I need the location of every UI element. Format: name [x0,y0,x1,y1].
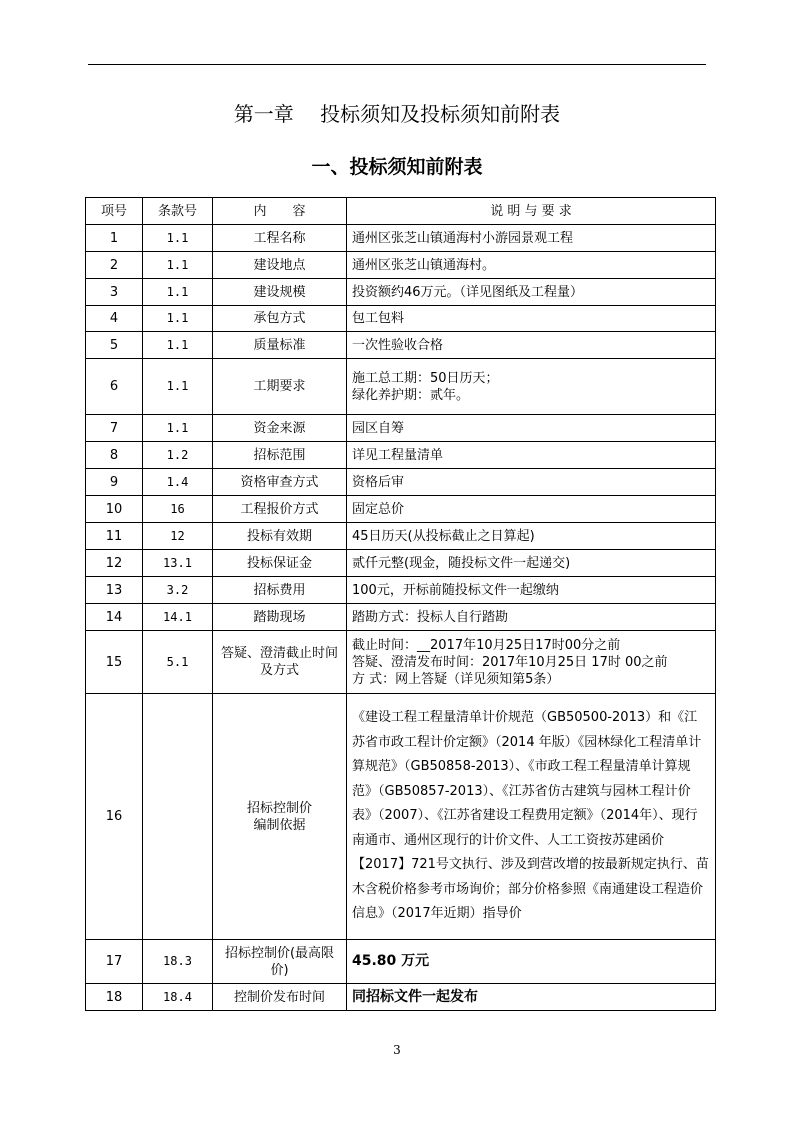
row-no: 14 [86,604,143,631]
row-desc [347,631,716,694]
row-clause: 1.1 [143,252,213,279]
row-no: 10 [86,496,143,523]
row-no: 17 [86,940,143,984]
row-item: 建设规模 [213,279,347,306]
row-desc: 投资额约46万元。（详见图纸及工程量） [347,279,716,306]
row-clause: 16 [143,496,213,523]
item-line: 招标控制价 [246,800,312,816]
row-clause: 1.4 [143,469,213,496]
row-no: 1 [86,225,143,252]
row-clause: 18.3 [143,940,213,984]
table-row [86,550,716,577]
row-no: 16 [86,694,143,940]
row-item: 踏勘现场 [213,604,347,631]
row-clause: 1.1 [143,359,213,415]
row-clause: 3.2 [143,577,213,604]
table-row [86,225,716,252]
row-item: 招标费用 [213,577,347,604]
row-no: 3 [86,279,143,306]
table-row [86,332,716,359]
row-desc: 45日历天(从投标截止之日算起) [347,523,716,550]
row-desc: 固定总价 [347,496,716,523]
row-item: 质量标准 [213,332,347,359]
row-clause: 5.1 [143,631,213,694]
table-row [86,415,716,442]
row-no: 8 [86,442,143,469]
col-header-item: 内 容 [213,198,347,225]
row-no: 18 [86,984,143,1011]
row-desc [347,359,716,415]
row-desc: 园区自筹 [347,415,716,442]
section-title: 一、投标须知前附表 [311,156,483,178]
row-item: 投标有效期 [213,523,347,550]
row-desc: 通州区张芝山镇通海村小游园景观工程 [347,225,716,252]
table-row [86,359,716,415]
row-desc: 100元，开标前随投标文件一起缴纳 [347,577,716,604]
row-clause: 1.1 [143,306,213,332]
table-row [86,631,716,694]
row-clause: 13.1 [143,550,213,577]
row-item: 工程报价方式 [213,496,347,523]
desc-line: 绿化养护期：贰年。 [352,387,470,403]
table-row [86,442,716,469]
desc-line: 答疑、澄清发布时间：2017年10月25日 17时 00之前 [352,654,668,670]
row-item: 承包方式 [213,306,347,332]
col-header-desc: 说 明 与 要 求 [347,198,716,225]
row-clause: 1.1 [143,332,213,359]
table-header-row [86,198,716,225]
row-clause: 12 [143,523,213,550]
row-item: 招标范围 [213,442,347,469]
row-item: 控制价发布时间 [213,984,347,1011]
desc-line: 方 式：网上答疑（详见须知第5条） [352,671,560,687]
desc-line: 截止时间：__2017年10月25日17时00分之前 [352,637,621,653]
table-row [86,694,716,940]
row-desc: 一次性验收合格 [347,332,716,359]
row-desc: 同招标文件一起发布 [347,984,716,1011]
row-item: 工程名称 [213,225,347,252]
chapter-title: 第一章 投标须知及投标须知前附表 [233,102,561,126]
table-row [86,940,716,984]
row-desc: 45.80 万元 [347,940,716,984]
row-no: 13 [86,577,143,604]
table-row [86,984,716,1011]
table-row [86,469,716,496]
row-no: 12 [86,550,143,577]
row-no: 4 [86,306,143,332]
row-item: 建设地点 [213,252,347,279]
col-header-no: 项号 [86,198,143,225]
row-item [213,694,347,940]
row-clause: 18.4 [143,984,213,1011]
table-row [86,604,716,631]
row-item: 资格审查方式 [213,469,347,496]
row-clause: 1.1 [143,279,213,306]
bidding-notice-table [85,197,716,1011]
row-desc: 踏勘方式：投标人自行踏勘 [347,604,716,631]
table-row [86,577,716,604]
row-clause [143,694,213,940]
row-desc: 详见工程量清单 [347,442,716,469]
table-row [86,252,716,279]
row-item: 招标控制价(最高限价) [213,940,347,984]
row-no: 15 [86,631,143,694]
row-desc: 通州区张芝山镇通海村。 [347,252,716,279]
row-desc: 《建设工程工程量清单计价规范（GB50500-2013）和《江苏省市政工程计价定额》（2014 年版）《园林绿化工程清单计算规范》（GB50858-2013）、《市政工程工程量清单计算规范》（GB50857-2013）、《江苏省仿古建筑与园林工程计价表》（2007）、《江苏省建设工程费用定额》（2014年）、现行南通市、通州区现行的计价文件、人工工资按苏建函价【2017】721号文执行、涉及到营改增的按最新规定执行、苗木含税价格参考市场询价；部分价格参照《南通建设工程造价信息》（2017年近期）指导价 [347,694,716,940]
row-no: 11 [86,523,143,550]
row-clause: 1.2 [143,442,213,469]
item-line: 编制依据 [253,817,306,833]
row-clause: 1.1 [143,225,213,252]
row-item: 工期要求 [213,359,347,415]
table-row [86,279,716,306]
row-desc: 包工包料 [347,306,716,332]
desc-line: 施工总工期：50日历天； [352,370,499,386]
row-no: 9 [86,469,143,496]
table-row [86,523,716,550]
header-rule [88,64,706,65]
row-desc: 贰仟元整(现金，随投标文件一起递交) [347,550,716,577]
row-item: 答疑、澄清截止时间及方式 [213,631,347,694]
table-row [86,306,716,332]
row-desc: 资格后审 [347,469,716,496]
row-no: 7 [86,415,143,442]
row-item: 投标保证金 [213,550,347,577]
page-number: 3 [393,1043,401,1057]
row-clause: 1.1 [143,415,213,442]
row-no: 6 [86,359,143,415]
col-header-clause: 条款号 [143,198,213,225]
row-no: 2 [86,252,143,279]
row-clause: 14.1 [143,604,213,631]
table-row [86,496,716,523]
row-no: 5 [86,332,143,359]
row-item: 资金来源 [213,415,347,442]
